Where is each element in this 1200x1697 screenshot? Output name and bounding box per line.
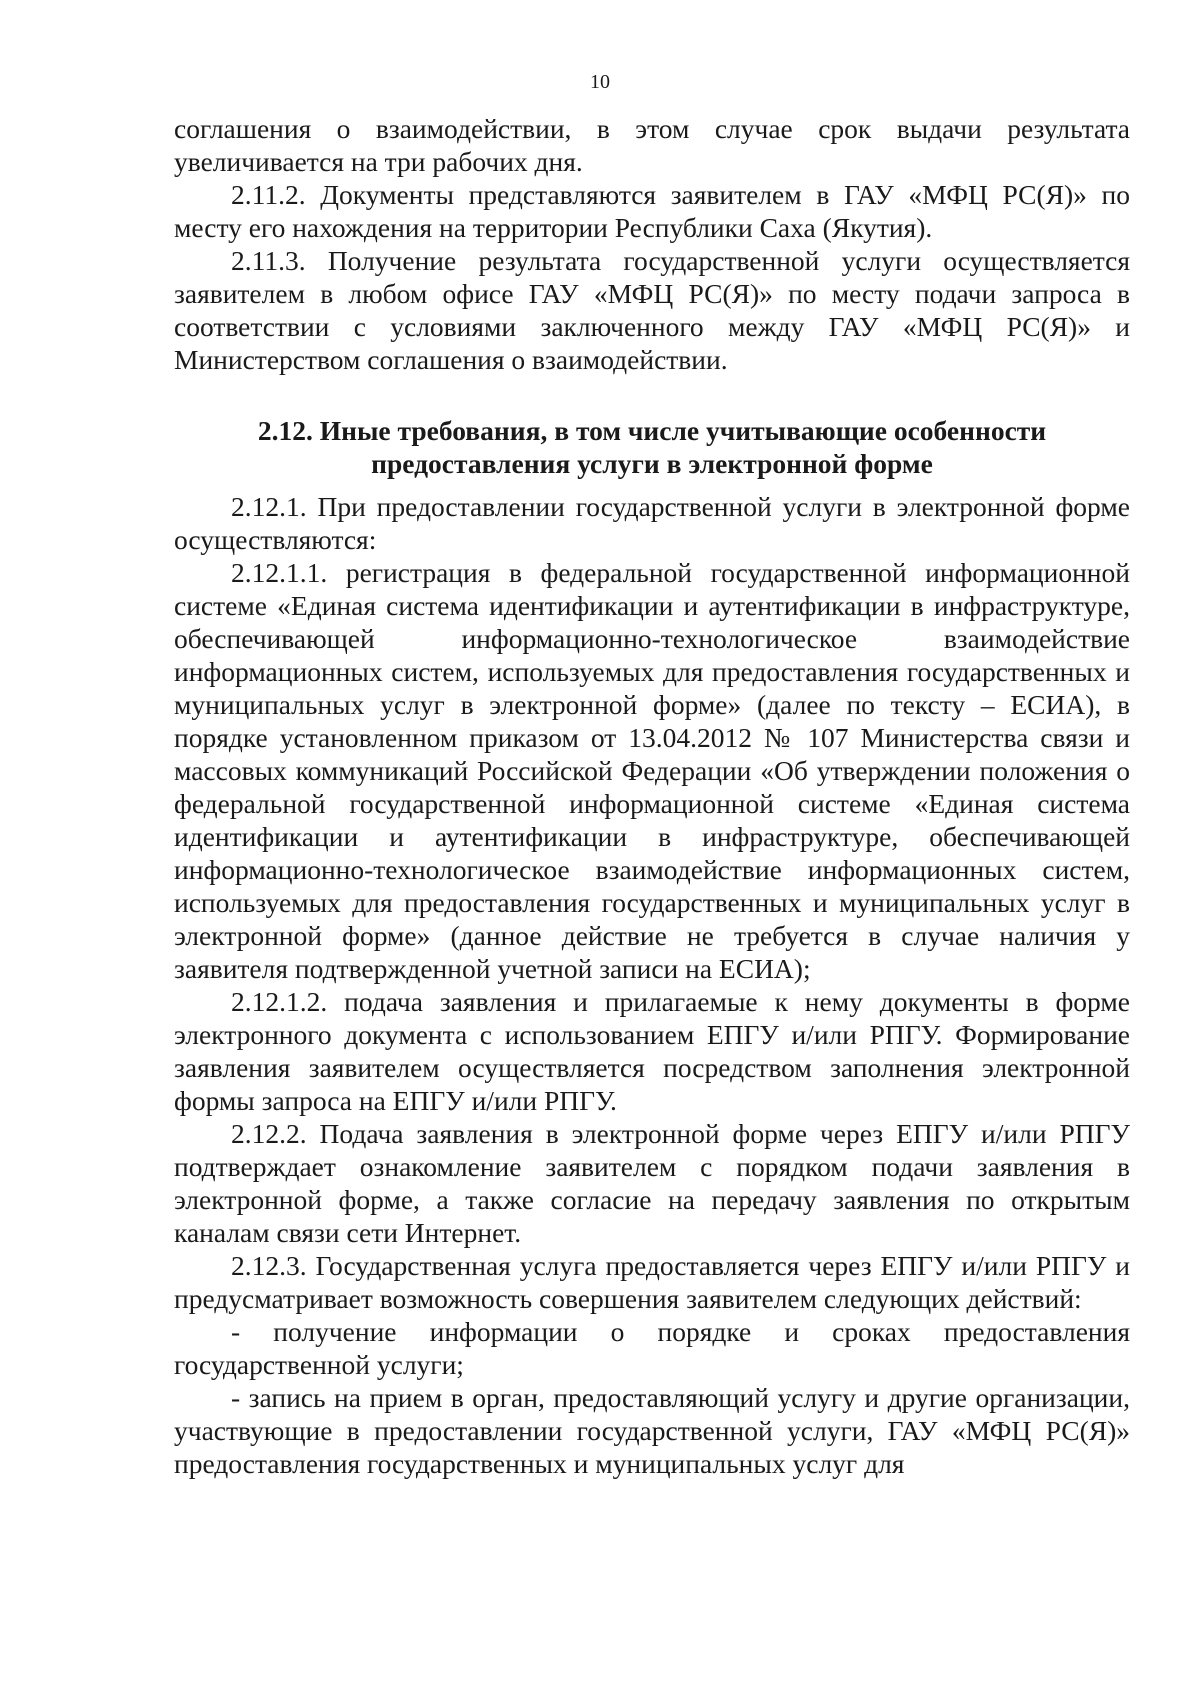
list-item-appointment: - запись на прием в орган, предоставляющий услугу и другие организации, участвующие в предоставлении государственной услуги, ГАУ «МФЦ РС(Я)» предоставления государственных и муниципальных услуг для xyxy=(174,1382,1130,1479)
paragraph-2-12-1: 2.12.1. При предоставлении государственной услуги в электронной форме осуществляются: xyxy=(174,491,1130,555)
paragraph-2-11-2: 2.11.2. Документы представляются заявителем в ГАУ «МФЦ РС(Я)» по месту его нахождения на территории Республики Саха (Якутия). xyxy=(174,179,1130,243)
paragraph-2-11-3: 2.11.3. Получение результата государственной услуги осуществляется заявителем в любом офисе ГАУ «МФЦ РС(Я)» по месту подачи запроса в соответствии с условиями заключенного между ГАУ «МФЦ РС(Я)» и Министерством соглашения о взаимодействии. xyxy=(174,245,1130,375)
page-number: 10 xyxy=(590,71,610,93)
paragraph-2-12-2: 2.12.2. Подача заявления в электронной форме через ЕПГУ и/или РПГУ подтверждает ознакомление заявителем с порядком подачи заявления в электронной форме, а также согласие на передачу заявления по открытым каналам связи сети Интернет. xyxy=(174,1118,1130,1248)
paragraph-2-12-1-2: 2.12.1.2. подача заявления и прилагаемые к нему документы в форме электронного документа с использованием ЕПГУ и/или РПГУ. Формирование заявления заявителем осуществляется посредством заполнения электронной формы запроса на ЕПГУ и/или РПГУ. xyxy=(174,986,1130,1116)
paragraph-2-12-3: 2.12.3. Государственная услуга предоставляется через ЕПГУ и/или РПГУ и предусматривает возможность совершения заявителем следующих действий: xyxy=(174,1250,1130,1314)
document-body xyxy=(174,112,1130,1480)
paragraph-continuation: соглашения о взаимодействии, в этом случае срок выдачи результата увеличивается на три рабочих дня. xyxy=(174,113,1130,177)
list-item-info: - получение информации о порядке и сроках предоставления государственной услуги; xyxy=(174,1316,1130,1380)
paragraph-2-12-1-1: 2.12.1.1. регистрация в федеральной государственной информационной системе «Единая система идентификации и аутентификации в инфраструктуре, обеспечивающей информационно-технологическое взаимодействие информационных систем, используемых для предоставления государственных и муниципальных услуг в электронной форме» (далее по тексту – ЕСИА), в порядке установленном приказом от 13.04.2012 № 107 Министерства связи и массовых коммуникаций Российской Федерации «Об утверждении положения о федеральной государственной информационной системе «Единая система идентификации и аутентификации в инфраструктуре, обеспечивающей информационно-технологическое взаимодействие информационных систем, используемых для предоставления государственных и муниципальных услуг в электронной форме» (данное действие не требуется в случае наличия у заявителя подтвержденной учетной записи на ЕСИА); xyxy=(174,557,1130,984)
section-heading-2-12: 2.12. Иные требования, в том числе учитывающие особенности предоставления услуги в электронной форме xyxy=(257,415,1047,479)
